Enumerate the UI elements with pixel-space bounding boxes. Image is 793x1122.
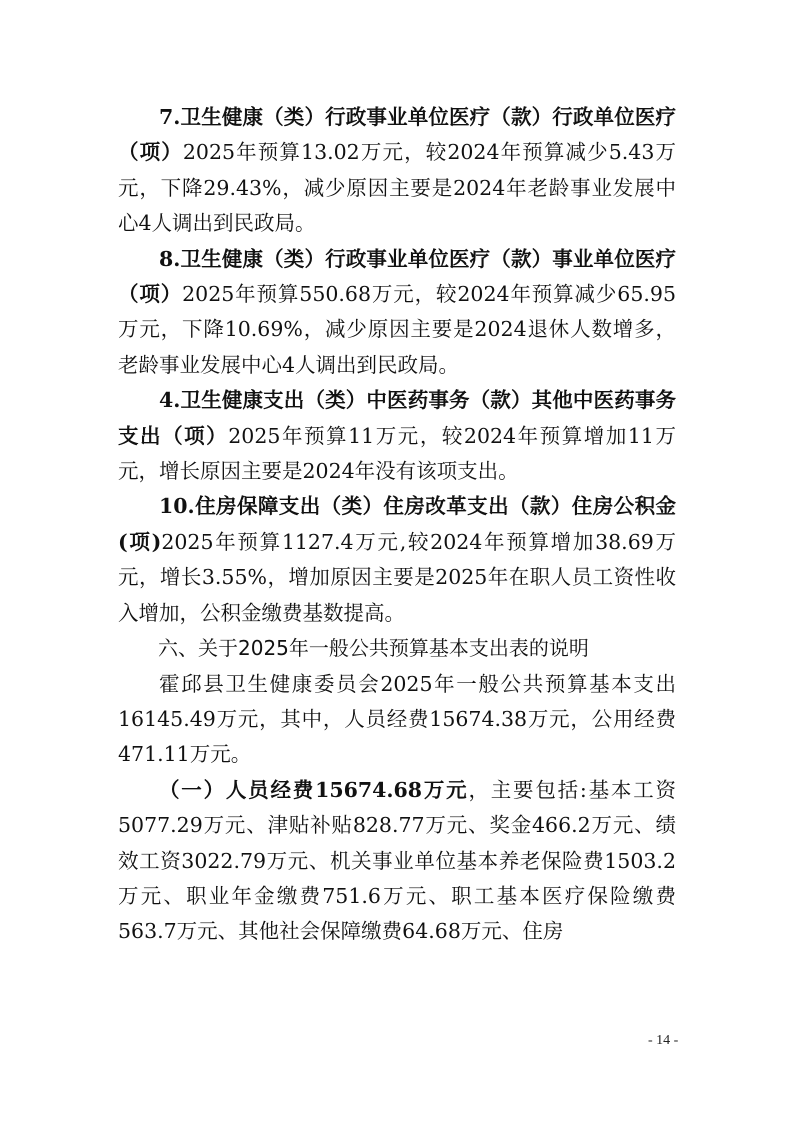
page-number: - 14 -: [648, 1033, 679, 1048]
paragraph-item-7: [118, 100, 676, 242]
summary-paragraph: 霍邱县卫生健康委员会2025年一般公共预算基本支出16145.49万元，其中，人员经费15674.38万元，公用经费471.11万元。: [118, 671, 676, 767]
item-8-text: 2025年预算550.68万元，较2024年预算减少65.95万元，下降10.69%，减少原因主要是2024退休人数增多，老龄事业发展中心4人调出到民政局。: [118, 282, 676, 377]
item-4-text: 2025年预算11万元，较2024年预算增加11万元，增长原因主要是2024年没有该项支出。: [118, 423, 676, 484]
item-10-text: 2025年预算1127.4万元,较2024年预算增加38.69万元，增长3.55%，增加原因主要是2025年在职人员工资性收入增加，公积金缴费基数提高。: [118, 529, 676, 625]
section-heading: 六、关于2025年一般公共预算基本支出表的说明: [158, 636, 589, 661]
document-page: [118, 100, 676, 950]
paragraph-item-4: [118, 383, 676, 489]
personnel-heading: （一）人员经费15674.68万元: [159, 777, 469, 802]
personnel-paragraph: [118, 773, 676, 950]
paragraph-item-8: [118, 242, 676, 384]
paragraph-item-10: [118, 489, 676, 631]
item-4-heading: 4.卫生健康支出（类）中医药事务（款）其他中医药事务支出（项）: [118, 388, 676, 448]
item-7-heading: 7.卫生健康（类）行政事业单位医疗（款）行政单位医疗（项）: [118, 105, 676, 165]
item-8-heading: 8.卫生健康（类）行政事业单位医疗（款）事业单位医疗（项）: [118, 246, 676, 307]
item-10-heading: 10.住房保障支出（类）住房改革支出（款）住房公积金(项): [118, 494, 676, 554]
personnel-text: ，主要包括:基本工资5077.29万元、津贴补贴828.77万元、奖金466.2万元、绩效工资3022.79万元、机关事业单位基本养老保险费1503.2万元、职业年金缴费751.6万元、职工基本医疗保险缴费563.7万元、其他社会保障缴费64.68万元、住房: [118, 777, 677, 944]
item-7-text: 2025年预算13.02万元，较2024年预算减少5.43万元，下降29.43%，减少原因主要是2024年老龄事业发展中心4人调出到民政局。: [118, 140, 676, 236]
